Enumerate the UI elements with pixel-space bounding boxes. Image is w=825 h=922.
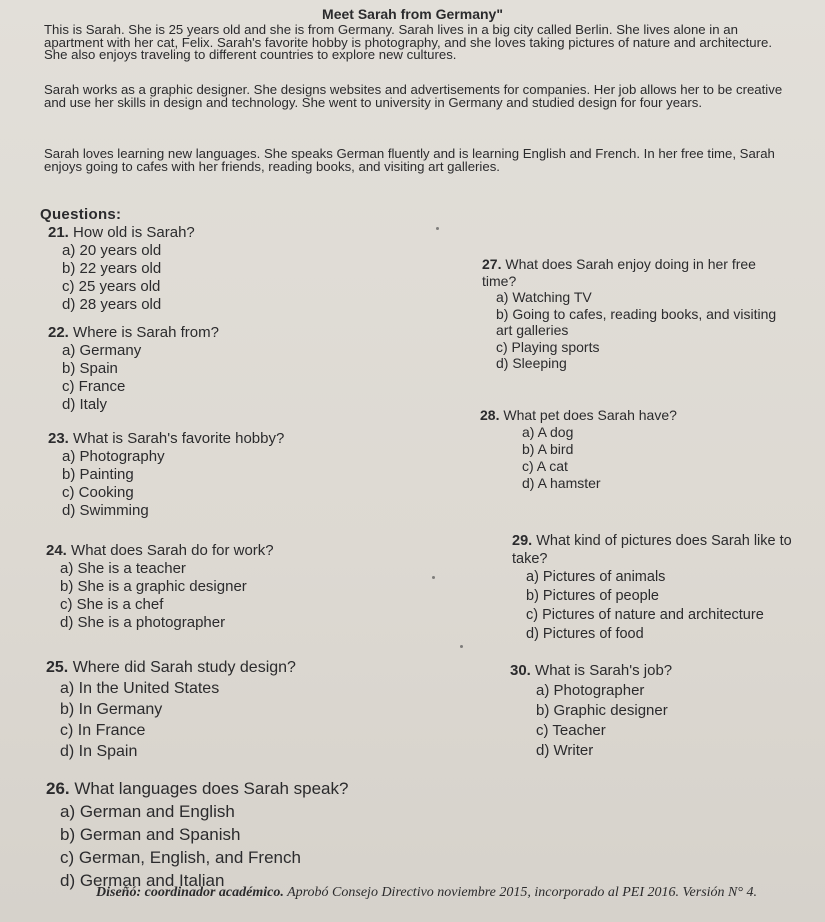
option: a) German and English xyxy=(60,802,235,821)
option: b) Graphic designer xyxy=(536,702,668,719)
footer-version: Versión N° 4. xyxy=(682,885,757,900)
paragraph-work: Sarah works as a graphic designer. She designs websites and advertisements for companies. Her job allows her to be creative and use her skills in design and technology. She went to university in Germany and studied design for four years. xyxy=(44,82,783,110)
option: b) In Germany xyxy=(60,701,163,718)
option: c) Teacher xyxy=(536,722,606,739)
option: c) In France xyxy=(60,722,146,739)
footer-approval: Aprobó Consejo Directivo noviembre 2015, incorporado al PEI 2016. xyxy=(287,885,680,900)
option: d) Pictures of food xyxy=(526,626,644,642)
question-27 xyxy=(482,256,782,372)
question-number: 27. xyxy=(482,256,502,272)
option: b) She is a graphic designer xyxy=(60,578,247,595)
option: b) Painting xyxy=(62,466,134,483)
question-number: 26. xyxy=(46,779,70,798)
option: b) Going to cafes, reading books, and visiting art galleries xyxy=(496,305,777,338)
question-number: 25. xyxy=(46,659,69,676)
option: c) France xyxy=(62,378,126,395)
option: d) German and Italian xyxy=(60,871,225,890)
option: a) In the United States xyxy=(60,680,220,697)
question-29 xyxy=(512,532,812,644)
question-number: 29. xyxy=(512,533,533,549)
question-25 xyxy=(46,658,446,762)
option: b) 22 years old xyxy=(62,260,162,277)
option: d) Sleeping xyxy=(496,355,567,371)
question-text: What is Sarah's job? xyxy=(535,662,673,679)
option: b) Spain xyxy=(62,360,118,377)
print-speck xyxy=(436,227,439,230)
question-30 xyxy=(510,661,810,761)
print-speck xyxy=(432,576,435,579)
question-text: What kind of pictures does Sarah like to take? xyxy=(512,533,792,567)
question-22 xyxy=(48,324,428,414)
option: d) Italy xyxy=(62,396,108,413)
option: c) A cat xyxy=(522,458,568,474)
question-text: How old is Sarah? xyxy=(73,224,195,241)
option: b) A bird xyxy=(522,441,574,457)
option: c) 25 years old xyxy=(62,278,161,295)
paragraph-intro: This is Sarah. She is 25 years old and she is from Germany. Sarah lives in a big city called Berlin. She lives alone in an apartment with her cat, Felix. Sarah's favorite hobby is photography, and she loves taking pictures of nature and architecture. She also enjoys traveling to different countries to explore new cultures. xyxy=(44,22,772,62)
question-text: What is Sarah's favorite hobby? xyxy=(73,430,285,447)
question-number: 22. xyxy=(48,324,69,341)
question-28 xyxy=(480,407,780,492)
option: a) Photographer xyxy=(536,682,645,699)
option: a) A dog xyxy=(522,424,574,440)
option: c) Cooking xyxy=(62,484,134,501)
print-speck xyxy=(460,645,463,648)
option: d) Writer xyxy=(536,742,594,759)
option: a) She is a teacher xyxy=(60,560,186,577)
option: c) She is a chef xyxy=(60,596,164,613)
question-24 xyxy=(46,542,446,632)
question-text: What does Sarah enjoy doing in her free time? xyxy=(482,256,756,289)
question-number: 30. xyxy=(510,662,531,679)
question-number: 28. xyxy=(480,407,500,423)
option: c) Pictures of nature and architecture xyxy=(526,607,764,623)
option: c) Playing sports xyxy=(496,338,600,355)
option: b) Pictures of people xyxy=(526,588,659,604)
question-text: What pet does Sarah have? xyxy=(503,407,677,423)
paragraph-languages: Sarah loves learning new languages. She speaks German fluently and is learning English and French. In her free time, Sarah enjoys going to cafes with her friends, reading books, and visiting art galleries. xyxy=(44,146,775,174)
question-number: 21. xyxy=(48,224,69,241)
option: a) Germany xyxy=(62,342,142,359)
option: b) German and Spanish xyxy=(60,825,241,844)
question-26 xyxy=(46,777,486,892)
page-title: Meet Sarah from Germany" xyxy=(322,6,503,22)
option: a) 20 years old xyxy=(62,242,162,259)
option: a) Watching TV xyxy=(496,289,592,305)
question-text: Where is Sarah from? xyxy=(73,324,219,341)
question-21 xyxy=(48,224,428,314)
option: a) Photography xyxy=(62,448,165,465)
question-number: 24. xyxy=(46,542,67,559)
option: d) In Spain xyxy=(60,743,138,760)
question-23 xyxy=(48,430,428,520)
option: c) German, English, and French xyxy=(60,848,301,867)
option: d) She is a photographer xyxy=(60,614,226,631)
question-text: Where did Sarah study design? xyxy=(72,659,296,676)
questions-heading: Questions: xyxy=(40,206,122,223)
footer-note xyxy=(96,885,757,901)
question-text: What does Sarah do for work? xyxy=(71,542,274,559)
footer-credit: Diseñó: coordinador académico. xyxy=(96,885,284,900)
option: a) Pictures of animals xyxy=(526,569,666,585)
question-number: 23. xyxy=(48,430,69,447)
option: d) A hamster xyxy=(522,475,601,491)
question-text: What languages does Sarah speak? xyxy=(74,779,349,798)
option: d) Swimming xyxy=(62,502,149,519)
option: d) 28 years old xyxy=(62,296,162,313)
